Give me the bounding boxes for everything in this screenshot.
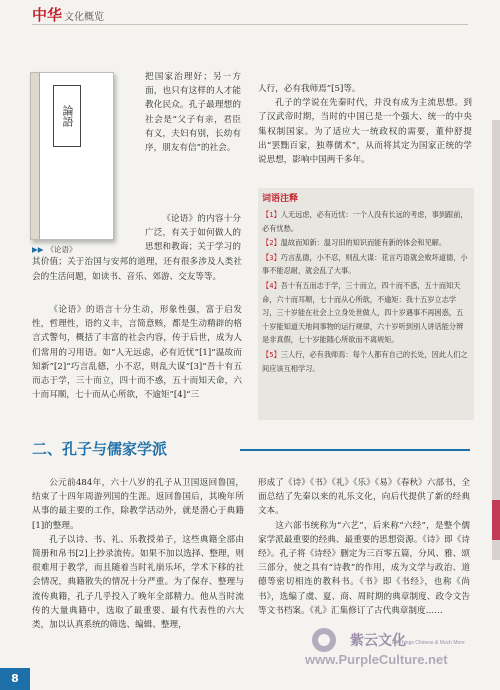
note-number: 【4】 (262, 280, 281, 290)
note-text: 人无远虑，必有近忧：一个人没有长远的考虑，事到跟前，必有忧愁。 (262, 210, 468, 233)
page-edge-accent (492, 500, 500, 540)
notes-title: 词语注释 (262, 194, 299, 204)
brand-text: 中华 (32, 6, 63, 24)
left-column-wide-2 (32, 303, 242, 417)
paragraph: 人行，必有我师焉”[5]等。 (258, 84, 361, 94)
watermark-site: www.PurpleCulture.net (305, 652, 448, 667)
paragraph: 形成了《诗》《书》《礼》《乐》《易》《春秋》六部书，全面总结了先秦以来的礼乐文化，向后代提供了新的经典文本。 (258, 478, 470, 517)
section-rule (240, 449, 470, 451)
paragraph: 孔子以诗、书、礼、乐教授弟子，这些典籍全部由简册和帛书[2]上抄录流传。如果不加以选择、整理，则很难用于教学，而且随着当时礼崩乐坏，学术下移的社会情况，典籍散失的情况十分严重。为了保存、整理与流传典籍，孔子几乎投入了晚年全部精力。他从当时流传的大量典籍中，选取了最重要、最有代表性的六大类，加以认真系统的筛选、编辑、整理， (32, 534, 244, 631)
page-number: 8 (0, 668, 30, 690)
page-header (0, 0, 500, 26)
page-edge-strip (492, 120, 500, 560)
paragraph: 其价值；关于治国与安邦的道理，还有很多涉及人类社会的生活问题，如读书、音乐、郊游、交友等等。 (32, 257, 242, 282)
paragraph: 公元前484年，六十八岁的孔子从卫国返回鲁国，结束了十四年周游列国的生涯。返回鲁国后，其晚年所从事的最主要的工作，除教学活动外，就是潜心于典籍[1]的整理。 (32, 478, 244, 531)
caption-arrow-icon: ▶▶ (32, 245, 44, 254)
note-text: 巧言乱德，小不忍，则乱大谋：花言巧语就会败坏道德，小事不能忍耐，就会乱了大事。 (262, 252, 468, 276)
note-text: 吾十有五而志于学，三十而立，四十而不惑，五十而知天命，六十而耳顺，七十而从心所欲，不逾矩：我十五岁立志学习，三十岁能在社会上立身处世做人，四十岁遇事不再困惑，五十岁能知道天地间事物的运行规律，六十岁听到别人讲话能分辨是非真假，七十岁能随心所欲而不离规矩。 (262, 280, 464, 345)
image-caption (32, 244, 77, 255)
paragraph: 孔子的学说在先秦时代，并没有成为主流思想。到了汉武帝时期，当时的中国已是一个强大、统一的中央集权制国家。为了适应大一统政权的需要，董仲舒提出“罢黜百家，独尊儒术”，从而将其定为国家正统的学说思想，影响中国两千多年。 (258, 98, 472, 166)
note-number: 【2】 (262, 238, 281, 248)
left-column-narrow-2 (145, 212, 241, 254)
header-brand (32, 4, 104, 25)
caption-text: 《论语》 (46, 245, 77, 254)
left-column-narrow (145, 70, 241, 155)
note-number: 【5】 (262, 349, 281, 359)
section-title: 二、孔子与儒家学派 (32, 440, 168, 458)
watermark-brand: 紫云文化 (350, 633, 406, 649)
section-heading (32, 438, 470, 460)
note-text: 温故而知新：温习旧的知识而能有新的体会和见解。 (280, 238, 447, 248)
note-item (262, 236, 470, 250)
note-text: 三人行，必有我师焉：每个人都有自己的长处，因此人们之间应该互相学习。 (262, 349, 468, 373)
paragraph: 把国家治理好；另一方面，也只有这样的人才能教化民众。孔子最理想的社会是“父子有亲，君臣有义，夫妇有别，长幼有序，朋友有信”的社会。 (145, 72, 241, 154)
left-column-bottom (32, 476, 244, 662)
note-item (262, 348, 470, 375)
left-column-wide (32, 255, 242, 295)
book-image (30, 72, 114, 240)
watermark-tagline: All Things Chinese & Much More (392, 640, 465, 646)
notes-list (262, 208, 470, 376)
right-column-top (258, 82, 472, 167)
book-title-label: 論語 (53, 85, 81, 147)
header-rule (32, 24, 468, 25)
note-item (262, 279, 470, 347)
note-item (262, 208, 470, 235)
note-number: 【3】 (262, 252, 281, 262)
note-number: 【1】 (262, 210, 281, 219)
book-spine (31, 73, 40, 239)
note-item (262, 251, 470, 278)
watermark-logo-icon (312, 628, 336, 652)
paragraph: 《论语》的语言十分生动，形象性强，富于启发性，哲理性，语约义丰，言简意赅，都是生动精辟的格言式警句，概括了丰富的社会内容，传于后世，成为人们常用的习用语。如“人无远虑，必有近忧”[1]“温故而知新”[2]“巧言乱德，小不忍，则乱大谋”[3]“吾十有五而志于学，三十而立，四十而不惑，五十而知天命，六十而耳顺，七十而从心所欲，不逾矩”[4]“三 (32, 305, 242, 401)
paragraph: 这六部书统称为“六艺”，后来称“六经”，是整个儒家学派最重要的经典、最重要的思想资源。《诗》即《诗经》。孔子将《诗经》删定为三百零五篇，分风、雅、颂三部分，使之具有“诗教”的作用，成为文学与政治、道德等密切相连的教科书。《书》即《书经》，也称《尚书》，选编了虞、夏、商、周时期的典章制度、政令文告等文书档案。《礼》汇集修订了古代典章制度…… (258, 520, 470, 616)
brand-subtitle: 文化概览 (64, 12, 105, 23)
paragraph: 《论语》的内容十分广泛，有关于如何做人的思想和教诲；关于学习的 (145, 214, 241, 253)
